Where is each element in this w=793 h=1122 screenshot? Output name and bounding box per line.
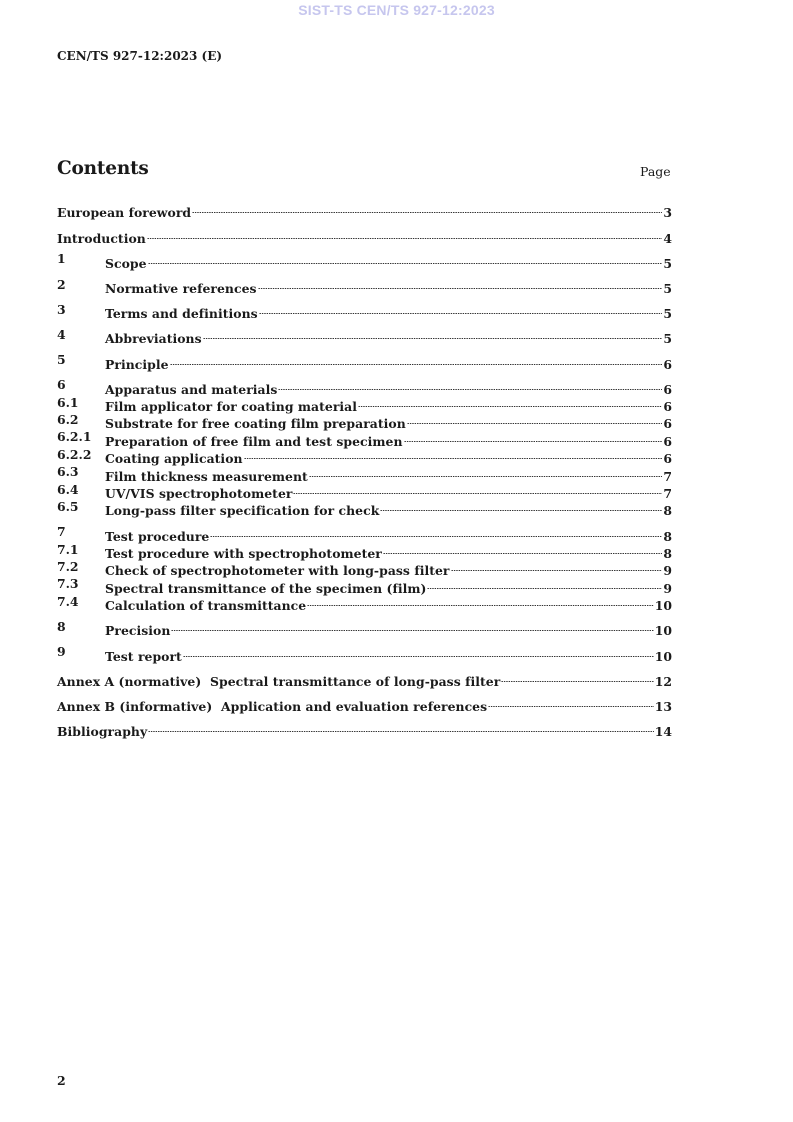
- toc-entry-number: 6.1: [57, 394, 79, 410]
- toc-entry-number: 7.4: [57, 593, 79, 609]
- dot-leader: [171, 618, 653, 635]
- toc-entry[interactable]: [57, 351, 672, 372]
- dot-leader: [148, 719, 654, 736]
- document-id: CEN/TS 927-12:2023 (E): [57, 49, 223, 63]
- dot-leader: [258, 276, 663, 293]
- toc-entry-number: 1: [57, 251, 66, 267]
- toc-entry[interactable]: [57, 200, 672, 221]
- toc-entry-page: 10: [654, 598, 672, 614]
- toc-entry-page: 8: [663, 528, 672, 544]
- toc-entry-number: 7: [57, 524, 66, 540]
- dot-leader: [383, 541, 662, 558]
- toc-entry-number: 6.4: [57, 481, 79, 497]
- dot-leader: [309, 463, 663, 480]
- toc-entry-page: 6: [663, 356, 672, 372]
- toc-entry-page: 5: [663, 255, 672, 271]
- toc-entry-title: Film thickness measurement: [105, 468, 308, 484]
- toc-entry-number: 7.1: [57, 541, 79, 557]
- toc-entry[interactable]: [57, 428, 672, 449]
- toc-entry-title: Bibliography: [57, 724, 148, 740]
- toc-entry-number: 7.3: [57, 576, 79, 592]
- toc-entry-title: Principle: [105, 356, 169, 372]
- toc-entry-title: Test procedure: [105, 528, 210, 544]
- dot-leader: [501, 668, 653, 685]
- toc-entry-title: Long-pass filter specification for check: [105, 503, 380, 519]
- dot-leader: [307, 593, 654, 610]
- toc-entry[interactable]: [57, 394, 672, 415]
- toc-entry-number: 6.5: [57, 499, 79, 515]
- toc-entry-page: 9: [663, 563, 672, 579]
- dot-leader: [451, 558, 663, 575]
- toc-entry-number: 9: [57, 644, 66, 660]
- toc-entry-page: 10: [654, 648, 672, 664]
- toc-entry-page: 4: [663, 230, 672, 246]
- table-of-contents: [57, 200, 672, 740]
- toc-entry[interactable]: [57, 225, 672, 246]
- toc-entry[interactable]: [57, 558, 672, 579]
- toc-entry-page: 5: [663, 331, 672, 347]
- dot-leader: [210, 523, 662, 540]
- toc-entry-title: Normative references: [105, 280, 257, 296]
- toc-entry-page: 3: [663, 205, 672, 221]
- toc-entry[interactable]: [57, 618, 672, 639]
- toc-entry-title: Test report: [105, 648, 182, 664]
- toc-entry[interactable]: [57, 498, 672, 519]
- toc-entry[interactable]: [57, 481, 672, 502]
- toc-entry-title: Film applicator for coating material: [105, 399, 358, 415]
- toc-entry-title: Annex A (normative) Spectral transmittance of long-pass filter: [57, 673, 501, 689]
- toc-entry-page: 13: [654, 698, 672, 714]
- toc-entry[interactable]: [57, 575, 672, 596]
- page-number: 2: [57, 1073, 66, 1088]
- dot-leader: [404, 428, 663, 445]
- toc-entry-title: Spectral transmittance of the specimen (film): [105, 580, 427, 596]
- dot-leader: [203, 326, 663, 343]
- toc-entry[interactable]: [57, 643, 672, 664]
- toc-entry-number: 6.2.1: [57, 429, 92, 445]
- toc-entry-number: 6.2.2: [57, 446, 92, 462]
- page-column-label: Page: [640, 164, 671, 179]
- toc-entry-page: 10: [654, 623, 672, 639]
- toc-entry-title: Apparatus and materials: [105, 381, 278, 397]
- contents-heading: Contents: [57, 158, 149, 179]
- toc-entry-title: Abbreviations: [105, 331, 202, 347]
- dot-leader: [427, 575, 662, 592]
- dot-leader: [244, 446, 663, 463]
- dot-leader: [183, 643, 654, 660]
- toc-entry-number: 8: [57, 618, 66, 634]
- toc-entry-title: Check of spectrophotometer with long-pass filter: [105, 563, 450, 579]
- dot-leader: [407, 411, 663, 428]
- dot-leader: [488, 694, 654, 711]
- toc-entry[interactable]: [57, 593, 672, 614]
- dot-leader: [192, 200, 662, 217]
- toc-entry-page: 6: [663, 399, 672, 415]
- dot-leader: [148, 250, 663, 267]
- toc-entry-page: 7: [663, 486, 672, 502]
- toc-entry-title: Annex B (informative) Application and evaluation references: [57, 698, 488, 714]
- dot-leader: [170, 351, 663, 368]
- toc-entry-page: 6: [663, 416, 672, 432]
- toc-entry-title: Substrate for free coating film preparation: [105, 416, 406, 432]
- toc-entry-title: Coating application: [105, 451, 243, 467]
- toc-entry-title: Precision: [105, 623, 171, 639]
- toc-entry-page: 8: [663, 546, 672, 562]
- toc-entry-page: 6: [663, 433, 672, 449]
- dot-leader: [278, 376, 662, 393]
- toc-entry-title: Test procedure with spectrophotometer: [105, 546, 382, 562]
- toc-entry-title: Calculation of transmittance: [105, 598, 307, 614]
- toc-entry-number: 7.2: [57, 559, 79, 575]
- toc-entry[interactable]: [57, 463, 672, 484]
- toc-entry-title: Preparation of free film and test specimen: [105, 433, 403, 449]
- dot-leader: [259, 301, 663, 318]
- toc-entry-page: 5: [663, 306, 672, 322]
- toc-entry[interactable]: [57, 276, 672, 296]
- toc-entry[interactable]: [57, 523, 672, 544]
- toc-entry-number: 3: [57, 301, 66, 317]
- toc-entry[interactable]: [57, 376, 672, 397]
- toc-entry-page: 12: [654, 673, 672, 689]
- toc-entry-number: 6: [57, 377, 66, 393]
- toc-entry-page: 6: [663, 451, 672, 467]
- toc-entry[interactable]: [57, 668, 672, 689]
- dot-leader: [293, 481, 662, 498]
- toc-entry-page: 5: [663, 280, 672, 296]
- dot-leader: [358, 394, 662, 411]
- toc-entry-number: 2: [57, 276, 66, 292]
- toc-entry[interactable]: [57, 411, 672, 432]
- toc-entry-number: 6.2: [57, 412, 79, 428]
- toc-entry[interactable]: [57, 694, 672, 714]
- toc-entry-number: 5: [57, 352, 66, 368]
- toc-entry-title: Scope: [105, 255, 147, 271]
- watermark: SIST-TS CEN/TS 927-12:2023: [298, 2, 495, 18]
- toc-entry[interactable]: [57, 301, 672, 322]
- toc-entry-number: 4: [57, 326, 66, 342]
- toc-entry-title: Introduction: [57, 230, 146, 246]
- toc-entry[interactable]: [57, 446, 672, 467]
- toc-entry-page: 7: [663, 468, 672, 484]
- toc-entry[interactable]: [57, 326, 672, 347]
- toc-entry-page: 14: [654, 724, 672, 740]
- toc-entry-title: UV/VIS spectrophotometer: [105, 486, 293, 502]
- dot-leader: [147, 225, 663, 242]
- toc-entry[interactable]: [57, 250, 672, 271]
- dot-leader: [380, 498, 662, 515]
- toc-entry-title: European foreword: [57, 205, 192, 221]
- toc-entry[interactable]: [57, 719, 672, 740]
- toc-entry-page: 6: [663, 381, 672, 397]
- toc-entry-number: 6.3: [57, 464, 79, 480]
- toc-entry-page: 8: [663, 503, 672, 519]
- toc-entry-page: 9: [663, 580, 672, 596]
- toc-entry-title: Terms and definitions: [105, 306, 258, 322]
- toc-entry[interactable]: [57, 541, 672, 562]
